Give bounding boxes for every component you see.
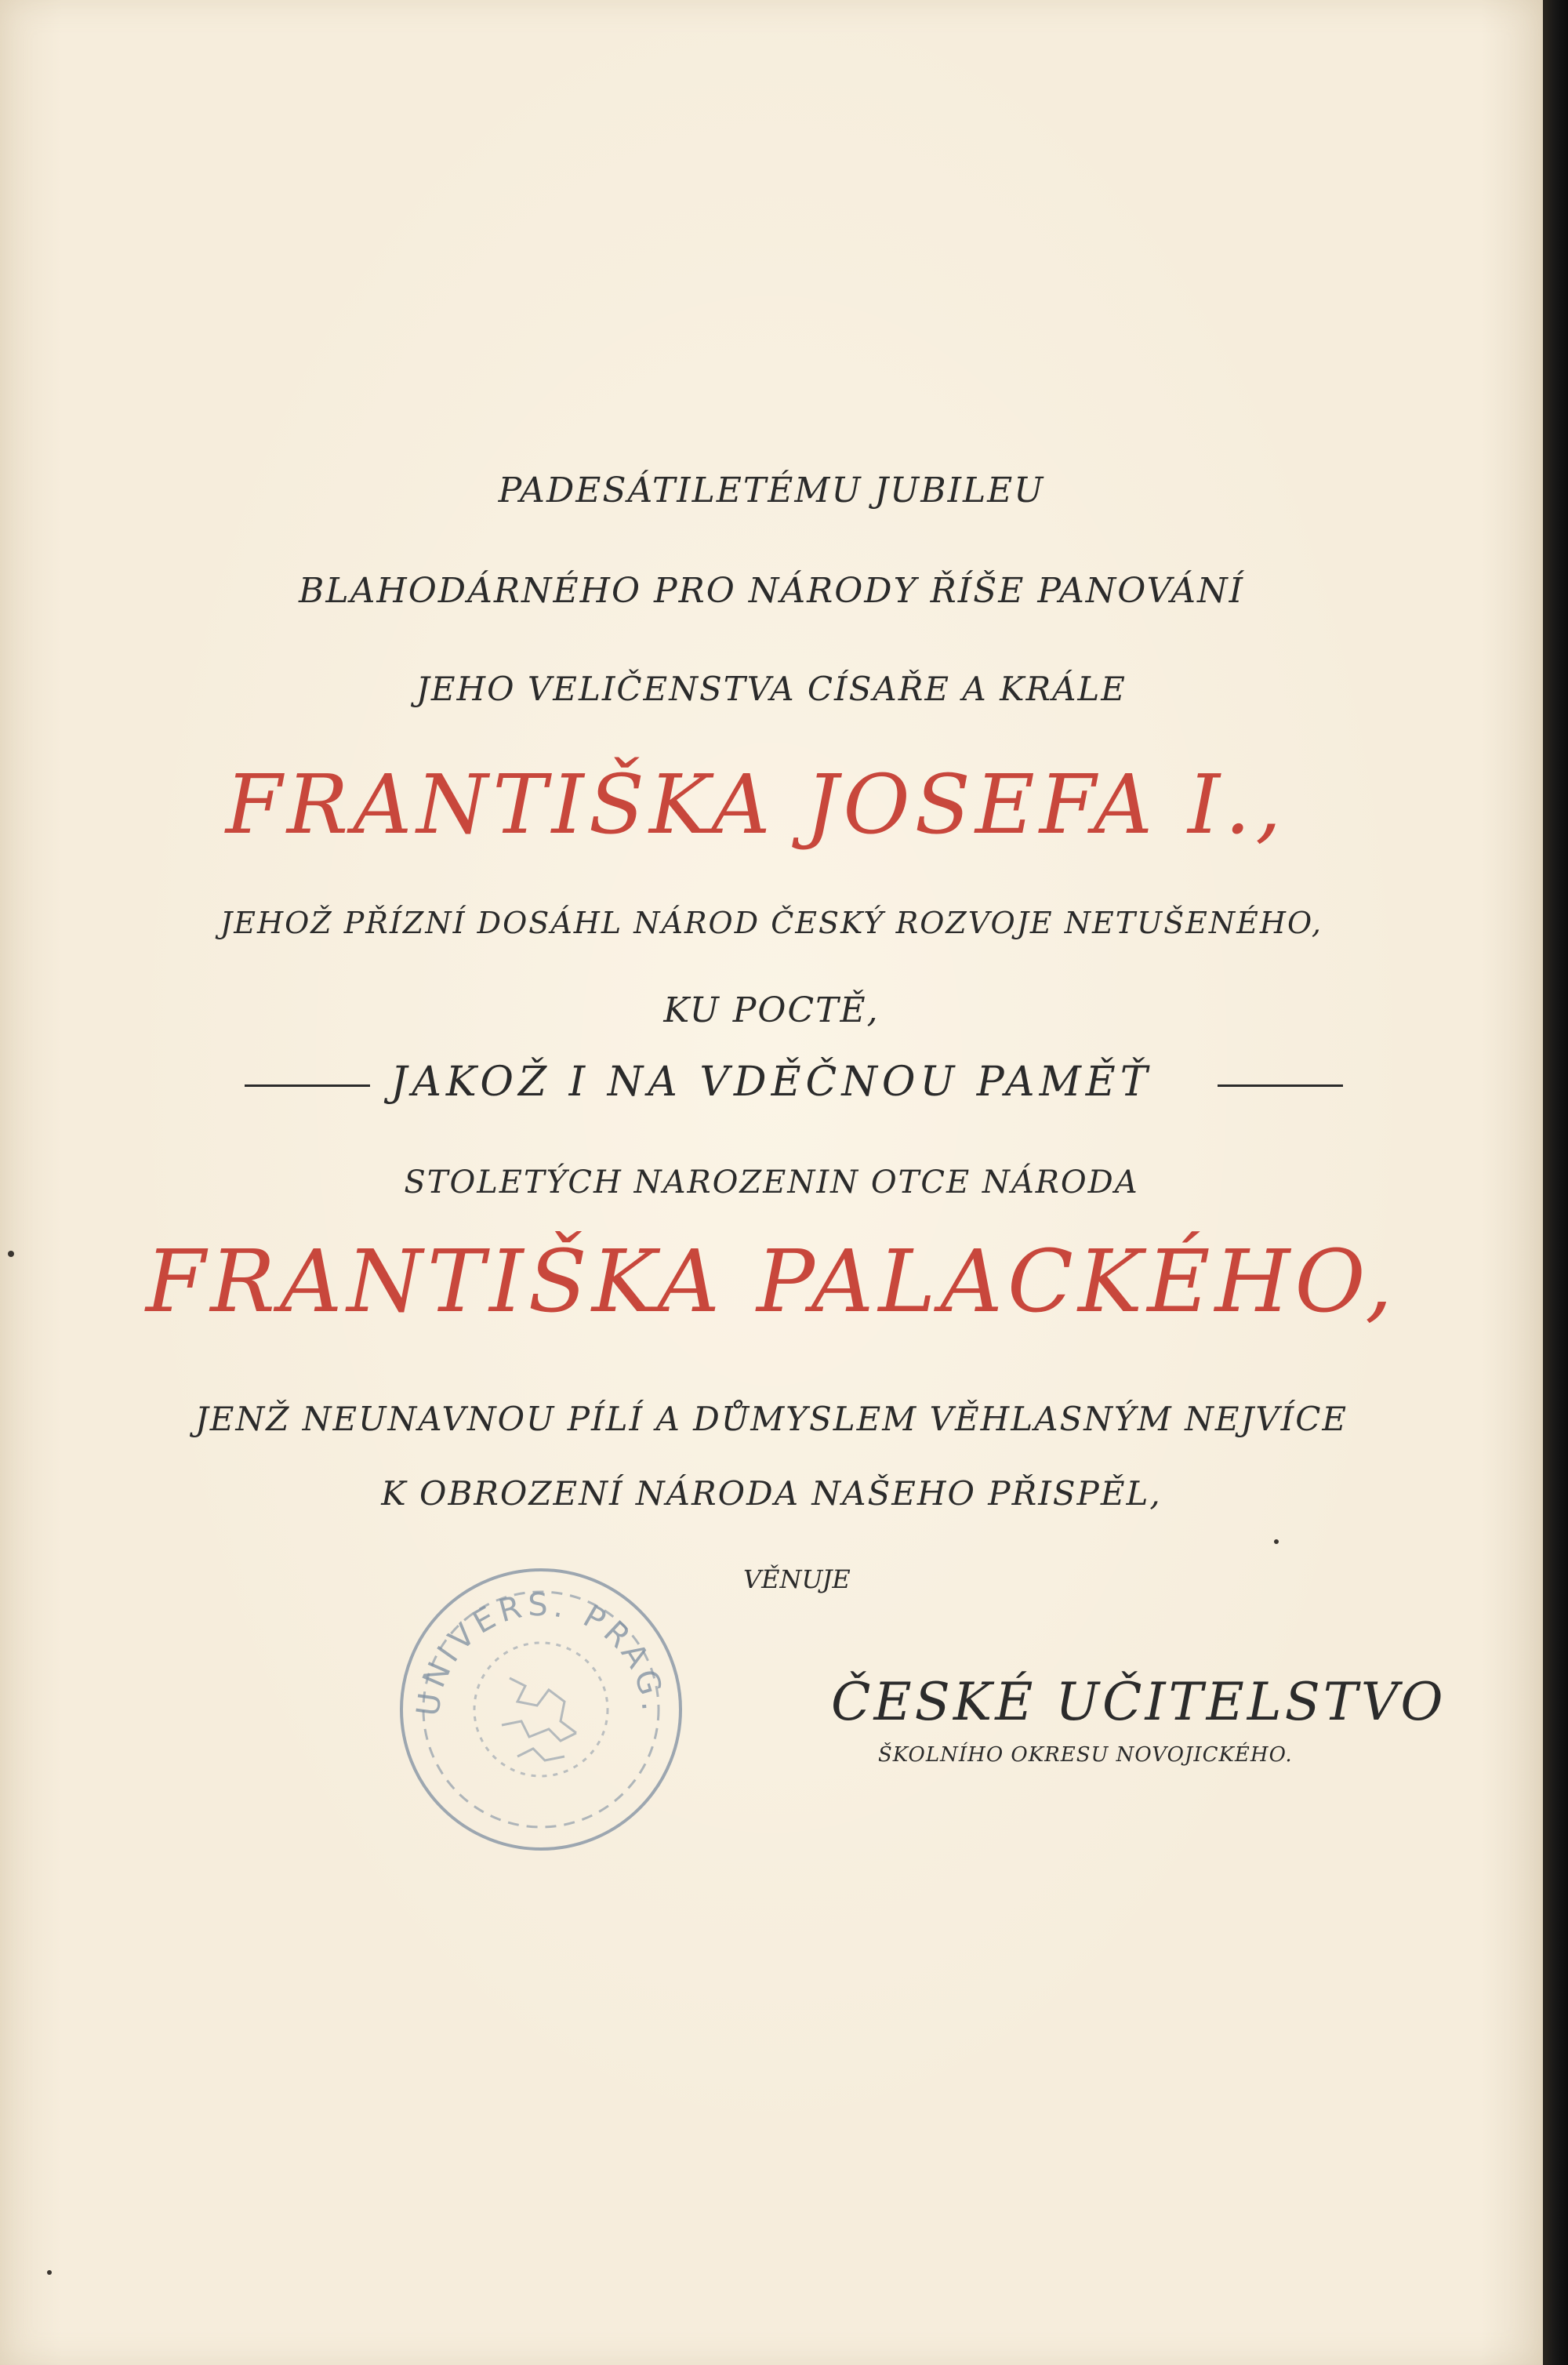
svg-text:UNIVERS. PRAG. BIBL. — [392, 1560, 671, 1718]
dedication-line-1: PADESÁTILETÉMU JUBILEU — [498, 470, 1045, 510]
paper-spot — [1274, 1539, 1279, 1544]
signature-subtitle: ŠKOLNÍHO OKRESU NOVOJICKÉHO. — [878, 1743, 1293, 1767]
dedication-line-9: K OBROZENÍ NÁRODA NAŠEHO PŘISPĚL, — [381, 1474, 1162, 1513]
dedication-line-8: JENŽ NEUNAVNOU PÍLÍ A DŮMYSLEM VĚHLASNÝM NEJVÍCE — [194, 1400, 1348, 1438]
library-stamp — [392, 1560, 690, 1858]
right-rule — [1218, 1084, 1343, 1087]
signature-title: ČESKÉ UČITELSTVO — [831, 1672, 1446, 1732]
paper-spot — [8, 1251, 14, 1257]
page-edge-shadow — [1543, 0, 1568, 2365]
stamp-text: UNIVERS. PRAG. — [410, 1586, 672, 1719]
dedication-line-6: JAKOŽ I NA VDĚČNOU PAMĚŤ — [390, 1059, 1152, 1106]
palacky-name: FRANTIŠKA PALACKÉHO, — [145, 1231, 1398, 1331]
dedication-line-2: BLAHODÁRNÉHO PRO NÁRODY ŘÍŠE PANOVÁNÍ — [299, 571, 1244, 611]
emperor-name: FRANTIŠKA JOSEFA I., — [225, 757, 1287, 852]
dedication-line-5: KU POCTĚ, — [663, 990, 880, 1030]
dedication-line-3: JEHO VELIČENSTVA CÍSAŘE A KRÁLE — [416, 670, 1127, 708]
dedication-line-7: STOLETÝCH NAROZENIN OTCE NÁRODA — [404, 1164, 1139, 1201]
dedication-line-4: JEHOŽ PŘÍZNÍ DOSÁHL NÁROD ČESKÝ ROZVOJE NETUŠENÉHO, — [220, 906, 1323, 940]
paper-spot — [47, 2270, 52, 2275]
venuje-label: VĚNUJE — [743, 1564, 851, 1594]
